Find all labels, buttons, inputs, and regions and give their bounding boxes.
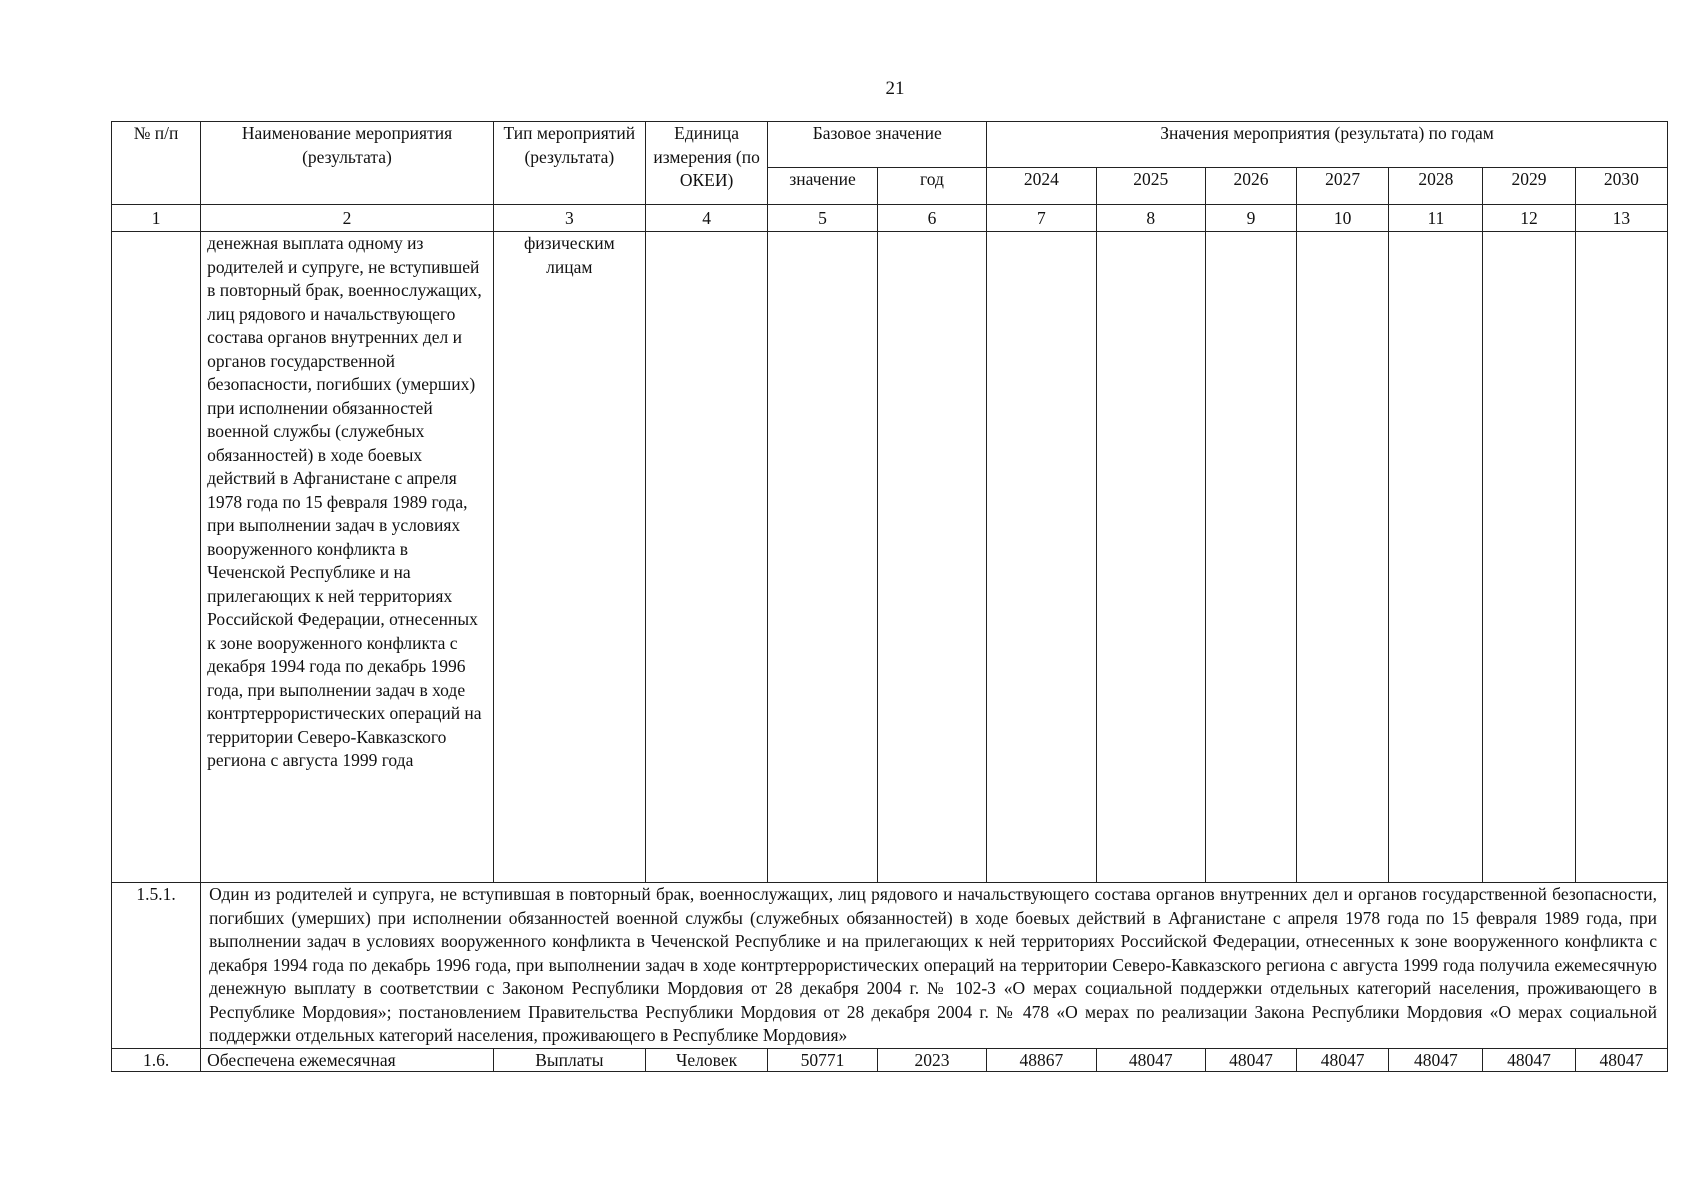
column-number: 12 [1483, 205, 1575, 232]
note-text: Один из родителей и супруга, не вступившая в повторный брак, военнослужащих, лиц рядового и начальствующего состава органов внутренних дел и органов государственной безопасности, погибших (умерших) при исполнении обязанностей военной службы (служебных обязанностей) в ходе боевых действий в Афганистане с апреля 1978 года по 15 февраля 1989 года, при выполнении задач в условиях вооруженного конфликта в Чеченской Республике и на прилегающих к ней территориях Российской Федерации, отнесенных к зоне вооруженного конфликта с декабря 1994 года по декабрь 1996 года, при выполнении задач в ходе контртеррористических операций на территории Северо-Кавказского региона с августа 1999 года получила ежемесячную денежную выплату в соответствии с Законом Республики Мордовия от 28 декабря 2004 г. № 102-З «О мерах социальной поддержки отдельных категорий населения, проживающего в Республике Мордовия»; постановлением Правительства Республики Мордовия от 28 декабря 2004 г. № 478 «О мерах по реализации Закона Республики Мордовия «О мерах социальной поддержки отдельных категорий населения, проживающего в Республике Мордовия» [201, 883, 1668, 1049]
empty-cell [1297, 232, 1389, 883]
header-base: Базовое значение [768, 122, 987, 168]
header-year: 2027 [1297, 168, 1389, 205]
year-value-cell: 48047 [1483, 1048, 1575, 1071]
unit-cell: Человек [645, 1048, 768, 1071]
header-year: 2029 [1483, 168, 1575, 205]
empty-cell [987, 232, 1096, 883]
base-year-cell: 2023 [877, 1048, 986, 1071]
measure-name-cell: денежная выплата одному из родителей и супруге, не вступившей в повторный брак, военнослужащих, лиц рядового и начальствующего состава органов внутренних дел и органов государственной безопасности, погибших (умерших) при исполнении обязанностей военной службы (служебных обязанностей) в ходе боевых действий в Афганистане с апреля 1978 года по 15 февраля 1989 года, при выполнении задач в условиях вооруженного конфликта в Чеченской Республике и на прилегающих к ней территориях Российской Федерации, отнесенных к зоне вооруженного конфликта с декабря 1994 года по декабрь 1996 года, при выполнении задач в ходе контртеррористических операций на территории Северо-Кавказского региона с августа 1999 года [201, 232, 494, 883]
measure-type-cell: Выплаты [493, 1048, 645, 1071]
header-name: Наименование мероприятия (результата) [201, 122, 494, 205]
empty-cell [1389, 232, 1483, 883]
year-value-cell: 48047 [1575, 1048, 1667, 1071]
column-number: 4 [645, 205, 768, 232]
header-year: 2025 [1096, 168, 1205, 205]
header-base-year: год [877, 168, 986, 205]
table-row [112, 883, 1668, 1049]
year-value-cell: 48047 [1297, 1048, 1389, 1071]
column-number: 9 [1205, 205, 1296, 232]
header-year: 2024 [987, 168, 1096, 205]
row-number: 1.6. [112, 1048, 201, 1071]
year-value-cell: 48047 [1389, 1048, 1483, 1071]
column-number: 8 [1096, 205, 1205, 232]
column-number: 5 [768, 205, 877, 232]
empty-cell [1096, 232, 1205, 883]
column-number: 7 [987, 205, 1096, 232]
empty-cell [112, 232, 201, 883]
column-number: 10 [1297, 205, 1389, 232]
results-table [111, 121, 1668, 1072]
column-number: 11 [1389, 205, 1483, 232]
header-unit: Единица измерения (по ОКЕИ) [645, 122, 768, 205]
table-row [112, 1048, 1668, 1071]
empty-cell [877, 232, 986, 883]
base-value-cell: 50771 [768, 1048, 877, 1071]
row-number: 1.5.1. [112, 883, 201, 1049]
column-number: 6 [877, 205, 986, 232]
page-number: 21 [885, 78, 905, 99]
table-row [112, 232, 1668, 883]
column-number: 1 [112, 205, 201, 232]
header-year: 2030 [1575, 168, 1667, 205]
empty-cell [645, 232, 768, 883]
header-year: 2026 [1205, 168, 1296, 205]
empty-cell [768, 232, 877, 883]
empty-cell [1483, 232, 1575, 883]
year-value-cell: 48047 [1205, 1048, 1296, 1071]
column-number: 2 [201, 205, 494, 232]
header-base-value: значение [768, 168, 877, 205]
column-number: 3 [493, 205, 645, 232]
header-num: № п/п [112, 122, 201, 205]
header-type: Тип мероприятий (результата) [493, 122, 645, 205]
column-numbers-row [112, 205, 1668, 232]
empty-cell [1575, 232, 1667, 883]
empty-cell [1205, 232, 1296, 883]
year-value-cell: 48047 [1096, 1048, 1205, 1071]
year-value-cell: 48867 [987, 1048, 1096, 1071]
header-year: 2028 [1389, 168, 1483, 205]
header-values-by-year: Значения мероприятия (результата) по годам [987, 122, 1668, 168]
measure-type-cell: физическим лицам [493, 232, 645, 883]
column-number: 13 [1575, 205, 1667, 232]
header-row-1 [112, 122, 1668, 168]
measure-name-cell: Обеспечена ежемесячная [201, 1048, 494, 1071]
